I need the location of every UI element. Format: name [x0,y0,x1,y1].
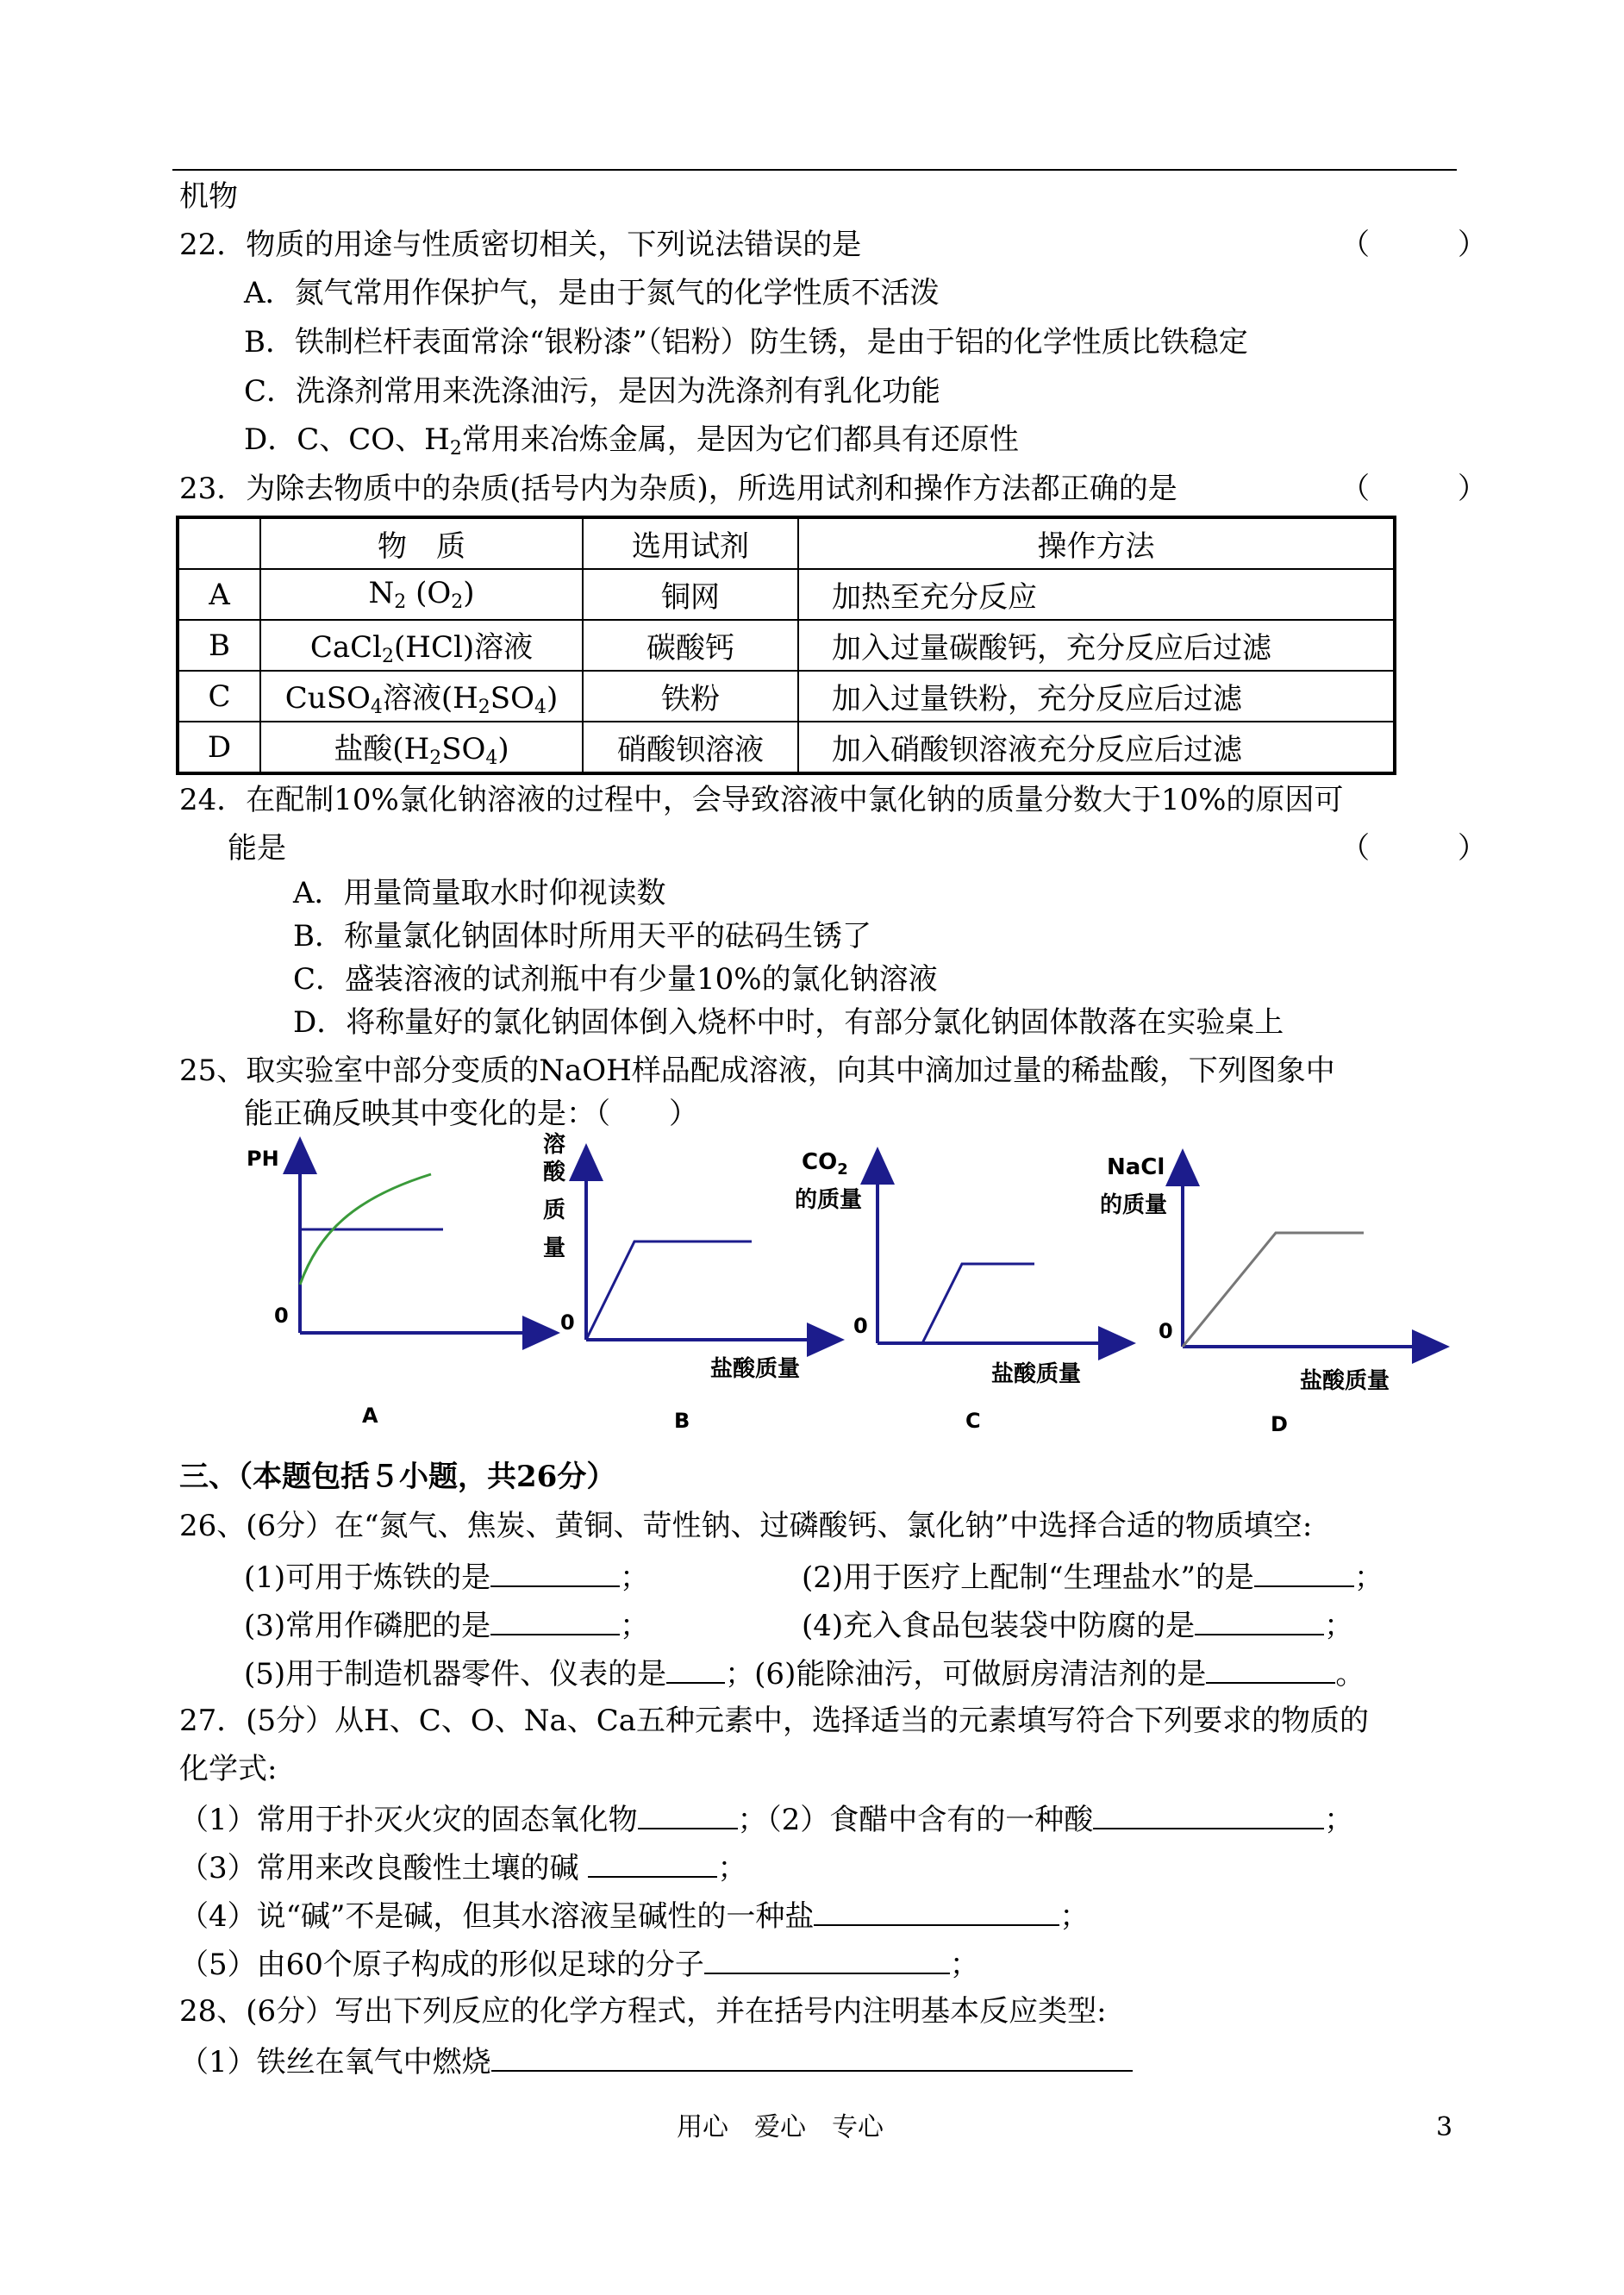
q23-answer-paren: （ ） [1340,472,1487,506]
row-method: 加入过量铁粉，充分反应后过滤 [798,671,1395,722]
q28-item-1: （1）铁丝在氧气中燃烧 [179,2042,1133,2079]
graph-d-line [1183,1233,1364,1347]
q24-stem-line1: 24．在配制10%氯化钠溶液的过程中，会导致溶液中氯化钠的质量分数大于10%的原因可 [179,783,1344,817]
answer-blank[interactable] [638,1800,738,1829]
row-reagent: 铁粉 [583,671,798,722]
q27-item-1-2: （1）常用于扑灭火灾的固态氧化物 ；（2）食醋中含有的一种酸 ； [179,1800,1353,1837]
row-method: 加热至充分反应 [798,569,1395,620]
answer-blank[interactable] [666,1654,725,1684]
q27-stem-line2: 化学式: [179,1752,278,1786]
answer-blank[interactable] [1254,1558,1354,1587]
graph-b-ylabel-1: 溶 [543,1132,566,1158]
q24-stem-line2: 能是 [228,831,286,866]
answer-blank[interactable] [1093,1800,1324,1829]
row-method: 加入硝酸钡溶液充分反应后过滤 [798,722,1395,773]
answer-blank[interactable] [490,1558,620,1587]
row-label: C [178,671,260,722]
q26-item-5-6: (5)用于制造机器零件、仪表的是 ；(6)能除油污，可做厨房清洁剂的是 。 [244,1654,1365,1692]
graph-b-line [586,1241,752,1340]
q24-option-d: D．将称量好的氯化钠固体倒入烧杯中时，有部分氯化钠固体散落在实验桌上 [293,1005,1284,1040]
answer-blank[interactable] [814,1897,1059,1926]
q27-item-3: （3）常用来改良酸性土壤的碱 ； [179,1848,746,1885]
table-header-cell: 选用试剂 [583,517,798,569]
q23-stem: 23．为除去物质中的杂质(括号内为杂质)，所选用试剂和操作方法都正确的是 [179,472,1177,506]
q22-answer-paren: （ ） [1340,228,1487,262]
table-header-cell: 操作方法 [798,517,1395,569]
graph-b-ylabel-4: 量 [543,1235,566,1261]
q26-item-1: (1)可用于炼铁的是 ； [244,1558,649,1595]
q28-stem: 28、(6分）写出下列反应的化学方程式，并在括号内注明基本反应类型: [179,1994,1107,2029]
q26-item-2: (2)用于医疗上配制“生理盐水”的是 ； [802,1558,1384,1595]
graph-b [543,1131,828,1433]
page-number: 3 [1436,2112,1453,2142]
row-reagent: 铜网 [583,569,798,620]
graph-b-xlabel: 盐酸质量 [710,1356,801,1382]
q22-option-d: D．C、CO、$H_2$常用来冶炼金属，是因为它们都具有还原性 [244,422,1019,460]
q22-option-c: C．洗涤剂常用来洗涤油污，是因为洗涤剂有乳化功能 [244,374,941,409]
row-label: B [178,620,260,671]
row-substance: $N_2$ $(O_2)$ [260,569,583,620]
row-substance: CaCl$_2$(HCl)溶液 [260,620,583,671]
graph-a-ylabel: PH [247,1147,279,1171]
q25-stem-line2: 能正确反映其中变化的是：（ ） [244,1097,698,1131]
row-substance: CuSO$_4$溶液$(H_2SO_4)$ [260,671,583,722]
footer-motto: 用心 爱心 专心 [677,2112,884,2142]
graph-c-ylabel-top: $CO_2$ [802,1149,848,1179]
section-3-heading: 三、（本题包括５小题，共26分） [179,1460,616,1494]
graph-c-ylabel-bottom: 的质量 [795,1187,863,1213]
graph-b-ylabel-3: 质 [543,1198,566,1223]
answer-blank[interactable] [491,2042,1133,2072]
row-method: 加入过量碳酸钙，充分反应后过滤 [798,620,1395,671]
graph-c-origin: 0 [853,1314,868,1338]
q25-stem-line1: 25、取实验室中部分变质的NaOH样品配成溶液，向其中滴加过量的稀盐酸，下列图象中 [179,1054,1335,1088]
q22-stem: 22．物质的用途与性质密切相关，下列说法错误的是 [179,228,862,262]
answer-blank[interactable] [704,1945,950,1974]
table-header-cell: 物 质 [260,517,583,569]
row-label: D [178,722,260,773]
row-label: A [178,569,260,620]
graph-b-ylabel-2: 酸 [543,1160,566,1185]
q26-item-4: (4)充入食品包装袋中防腐的是 ； [802,1606,1353,1643]
q24-option-b: B．称量氯化钠固体时所用天平的砝码生锈了 [293,919,871,954]
q22-option-a: A．氮气常用作保护气，是由于氮气的化学性质不活泼 [244,276,940,310]
q24-option-a: A．用量筒量取水时仰视读数 [293,876,666,910]
graph-d-origin: 0 [1159,1319,1173,1343]
graph-b-origin: 0 [560,1310,575,1335]
graph-d-ylabel-bottom: 的质量 [1100,1192,1168,1218]
answer-blank[interactable] [490,1606,620,1635]
graph-c-letter: C [965,1409,981,1433]
graph-d-ylabel-top: NaCl [1107,1154,1165,1180]
graph-a-origin: 0 [274,1304,289,1328]
q26-stem: 26、(6分）在“氮气、焦炭、黄铜、苛性钠、过磷酸钙、氯化钠”中选择合适的物质填空: [179,1509,1313,1543]
answer-blank[interactable] [1206,1654,1335,1684]
graph-c-xlabel: 盐酸质量 [991,1361,1082,1387]
q27-item-4: （4）说“碱”不是碱，但其水溶液呈碱性的一种盐 ； [179,1897,1089,1934]
graph-c-line [922,1264,1034,1343]
graph-c [795,1149,1119,1433]
header-tail: 机物 [179,179,238,214]
q27-item-5: （5）由60个原子构成的形似足球的分子 ； [179,1945,979,1982]
q24-option-c: C．盛装溶液的试剂瓶中有少量10%的氯化钠溶液 [293,962,938,997]
graph-d-xlabel: 盐酸质量 [1300,1368,1390,1394]
q27-stem-line1: 27．(5分）从H、C、O、Na、Ca五种元素中，选择适当的元素填写符合下列要求的物质的 [179,1704,1370,1738]
answer-blank[interactable] [588,1848,717,1878]
graph-d-letter: D [1271,1412,1288,1436]
graph-a [247,1147,543,1428]
graph-b-letter: B [674,1409,690,1433]
row-reagent: 硝酸钡溶液 [583,722,798,773]
answer-blank[interactable] [1195,1606,1324,1635]
graph-d [1100,1154,1433,1436]
row-reagent: 碳酸钙 [583,620,798,671]
q22-option-b: B．铁制栏杆表面常涂“银粉漆”（铝粉）防生锈，是由于铝的化学性质比铁稳定 [244,325,1248,360]
row-substance: 盐酸$(H_2SO_4)$ [260,722,583,773]
q26-item-3: (3)常用作磷肥的是 ； [244,1606,649,1643]
q24-answer-paren: （ ） [1340,831,1487,866]
graph-a-letter: A [362,1404,378,1428]
